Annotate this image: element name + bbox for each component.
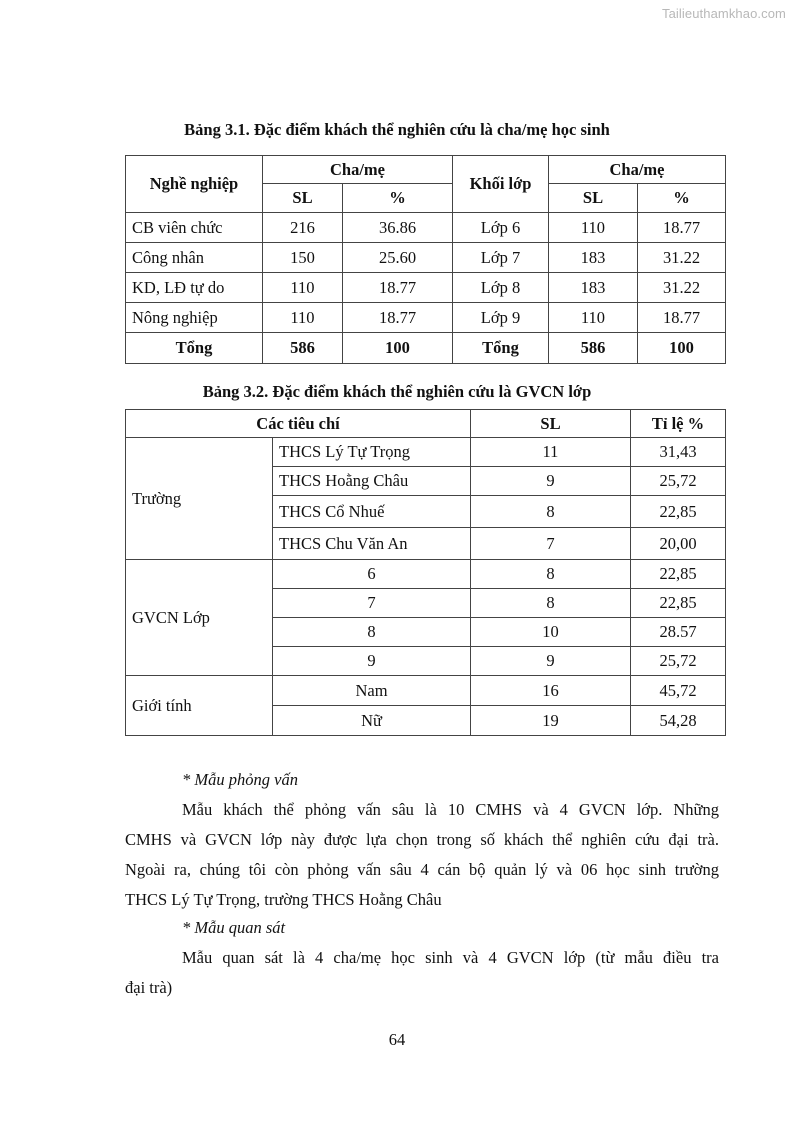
item-sl: 16 <box>471 676 631 706</box>
pct-cell: 36.86 <box>343 213 453 243</box>
group-label-class: GVCN Lớp <box>126 560 273 676</box>
item-name: THCS Chu Văn An <box>273 528 471 560</box>
header-grade: Khối lớp <box>453 156 549 213</box>
item-sl: 9 <box>471 467 631 496</box>
item-name: THCS Lý Tự Trọng <box>273 438 471 467</box>
item-name: Nam <box>273 676 471 706</box>
total-label: Tổng <box>453 333 549 364</box>
occupation-cell: KD, LĐ tự do <box>126 273 263 303</box>
item-sl: 8 <box>471 496 631 528</box>
table-row <box>126 560 726 589</box>
grade-cell: Lớp 7 <box>453 243 549 273</box>
table-row <box>126 213 726 243</box>
paragraph-line: Mẫu khách thể phỏng vấn sâu là 10 CMHS và 4 GVCN lớp. Những <box>182 800 719 819</box>
table-row <box>126 273 726 303</box>
paragraph-line: CMHS và GVCN lớp này được lựa chọn trong số khách thể nghiên cứu đại trà. <box>125 830 719 849</box>
item-ratio: 25,72 <box>631 647 726 676</box>
header-ratio: Tỉ lệ % <box>631 410 726 438</box>
total-row <box>126 333 726 364</box>
item-ratio: 22,85 <box>631 496 726 528</box>
sl-cell: 110 <box>549 303 638 333</box>
total-pct: 100 <box>343 333 453 364</box>
item-ratio: 28.57 <box>631 618 726 647</box>
item-ratio: 54,28 <box>631 706 726 736</box>
item-name: 8 <box>273 618 471 647</box>
total-pct: 100 <box>638 333 726 364</box>
table-row <box>126 303 726 333</box>
sl-cell: 183 <box>549 243 638 273</box>
table-row <box>126 243 726 273</box>
grade-cell: Lớp 6 <box>453 213 549 243</box>
group-label-gender: Giới tính <box>126 676 273 736</box>
header-pct-1: % <box>343 184 453 213</box>
header-pct-2: % <box>638 184 726 213</box>
occupation-cell: CB viên chức <box>126 213 263 243</box>
header-parents-group-1: Cha/mẹ <box>263 156 453 184</box>
total-sl: 586 <box>263 333 343 364</box>
pct-cell: 31.22 <box>638 243 726 273</box>
table-parents <box>125 155 726 364</box>
grade-cell: Lớp 8 <box>453 273 549 303</box>
header-sl-2: SL <box>549 184 638 213</box>
item-sl: 9 <box>471 647 631 676</box>
item-ratio: 22,85 <box>631 589 726 618</box>
pct-cell: 18.77 <box>638 213 726 243</box>
item-ratio: 25,72 <box>631 467 726 496</box>
occupation-cell: Công nhân <box>126 243 263 273</box>
sl-cell: 183 <box>549 273 638 303</box>
paragraph-line: THCS Lý Tự Trọng, trường THCS Hoằng Châu <box>125 890 442 909</box>
group-label-school: Trường <box>126 438 273 560</box>
pct-cell: 18.77 <box>638 303 726 333</box>
sl-cell: 110 <box>549 213 638 243</box>
item-name: 7 <box>273 589 471 618</box>
pct-cell: 18.77 <box>343 303 453 333</box>
item-ratio: 31,43 <box>631 438 726 467</box>
item-sl: 19 <box>471 706 631 736</box>
total-sl: 586 <box>549 333 638 364</box>
sl-cell: 110 <box>263 303 343 333</box>
item-name: THCS Hoằng Châu <box>273 467 471 496</box>
item-name: 6 <box>273 560 471 589</box>
section-heading-observation: * Mẫu quan sát <box>182 918 286 937</box>
item-sl: 8 <box>471 560 631 589</box>
item-ratio: 45,72 <box>631 676 726 706</box>
pct-cell: 18.77 <box>343 273 453 303</box>
table2-caption: Bảng 3.2. Đặc điểm khách thể nghiên cứu là GVCN lớp <box>202 382 592 401</box>
table-homeroom-teachers <box>125 409 726 736</box>
sl-cell: 216 <box>263 213 343 243</box>
table-row <box>126 438 726 467</box>
sl-cell: 150 <box>263 243 343 273</box>
pct-cell: 31.22 <box>638 273 726 303</box>
item-sl: 8 <box>471 589 631 618</box>
total-label: Tổng <box>126 333 263 364</box>
paragraph-line: Ngoài ra, chúng tôi còn phỏng vấn sâu 4 cán bộ quản lý và 06 học sinh trường <box>125 860 719 879</box>
item-ratio: 22,85 <box>631 560 726 589</box>
paragraph-line: Mẫu quan sát là 4 cha/mẹ học sinh và 4 GVCN lớp (từ mẫu điều tra <box>182 948 719 967</box>
paragraph-line: đại trà) <box>125 978 173 997</box>
item-sl: 11 <box>471 438 631 467</box>
header-sl: SL <box>471 410 631 438</box>
header-parents-group-2: Cha/mẹ <box>549 156 726 184</box>
pct-cell: 25.60 <box>343 243 453 273</box>
watermark: Tailieuthamkhao.com <box>661 6 786 21</box>
header-sl-1: SL <box>263 184 343 213</box>
item-name: Nữ <box>273 706 471 736</box>
grade-cell: Lớp 9 <box>453 303 549 333</box>
item-sl: 7 <box>471 528 631 560</box>
header-occupation: Nghề nghiệp <box>126 156 263 213</box>
table1-caption: Bảng 3.1. Đặc điểm khách thể nghiên cứu là cha/mẹ học sinh <box>184 120 610 139</box>
page-number: 64 <box>388 1030 406 1049</box>
sl-cell: 110 <box>263 273 343 303</box>
occupation-cell: Nông nghiệp <box>126 303 263 333</box>
table-row <box>126 676 726 706</box>
section-heading-interview: * Mẫu phỏng vấn <box>182 770 298 789</box>
item-sl: 10 <box>471 618 631 647</box>
item-ratio: 20,00 <box>631 528 726 560</box>
item-name: THCS Cổ Nhuế <box>273 496 471 528</box>
item-name: 9 <box>273 647 471 676</box>
header-criteria: Các tiêu chí <box>126 410 471 438</box>
